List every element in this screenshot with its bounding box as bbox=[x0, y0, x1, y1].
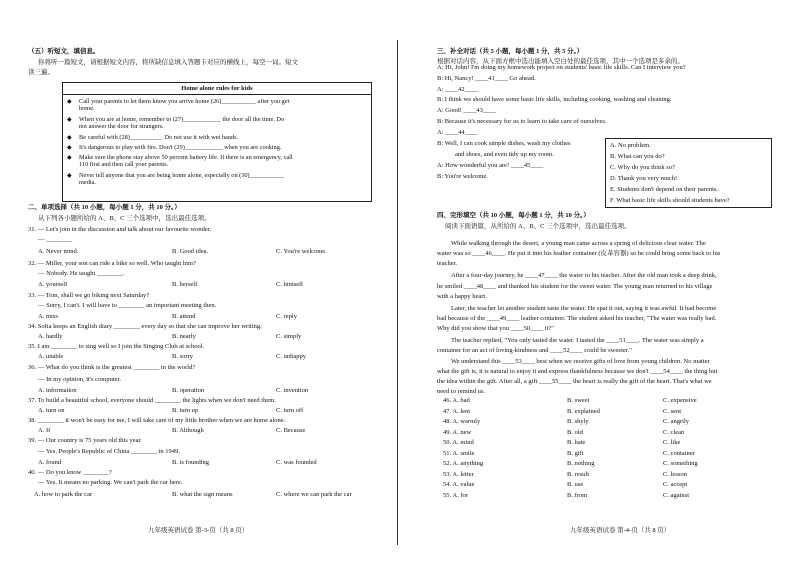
choice-c: C. like bbox=[663, 439, 681, 446]
question-line: A. If bbox=[38, 427, 51, 434]
dialog-line: A: ____42____ bbox=[437, 86, 478, 93]
choice-b: B. explained bbox=[567, 407, 600, 415]
options-box bbox=[605, 138, 772, 208]
choice-c: C. accept bbox=[663, 481, 688, 488]
rule-item bbox=[67, 154, 367, 169]
question-line: — In my opinion, it's computer. bbox=[38, 376, 121, 383]
choice-b: B. gift bbox=[567, 449, 584, 457]
passage-line: water was so ____46____. He put it into his leather container (皮革容器) so he could bring some back to his bbox=[437, 250, 721, 257]
bullet-icon: ◆ bbox=[67, 116, 72, 123]
question-line: B. is founding bbox=[172, 459, 210, 466]
passage-line: After a four-day journey, he ____47____ the water to his teacher. After the old man took a deep drink, bbox=[451, 272, 717, 279]
question-line: A. yourself bbox=[38, 281, 68, 288]
question-line: 34. Sofia keeps an English diary ________ every day so that she can improve her writing. bbox=[28, 323, 262, 330]
question-line: C. Because bbox=[276, 427, 306, 434]
choice-a: 55. A. for bbox=[443, 491, 468, 499]
section-4-instruction: 阅读下面语篇，从所给的 A、B、C 三个选项中，选出最佳选项。 bbox=[445, 223, 631, 230]
section-2-instruction: 从下列各小题所给的 A、B、C 三个选项中，选出最佳选项。 bbox=[38, 215, 211, 222]
question-line: — Sorry, I can't. I will have to ________ an important meeting then. bbox=[38, 302, 217, 309]
choice-b: B. use bbox=[567, 481, 584, 488]
question-line: C. where we can park the car bbox=[276, 491, 352, 498]
choice-c: C. clean bbox=[663, 428, 685, 436]
question-line: B. Good idea. bbox=[172, 248, 209, 255]
passage-line: need to remind us. bbox=[437, 388, 486, 395]
passage-line: what the gift is, it is natural to enjoy it and express thankfulness because we don't ____54____ the thing but bbox=[437, 368, 718, 375]
option-item: E. Students don't depend on their parents. bbox=[610, 186, 719, 193]
option-item: C. Why do you think so? bbox=[610, 164, 675, 171]
question-line: C. unhappy bbox=[276, 353, 306, 360]
dialog-line: A: Good! ____43____ bbox=[437, 107, 496, 114]
dialog-line: B: Because it's necessary for us to learn to take care of ourselves. bbox=[437, 118, 607, 125]
question-line: B. operation bbox=[172, 387, 205, 394]
page-footer-right: 九年级英语试卷 第-4-页（共 8 页） bbox=[570, 527, 671, 534]
choice-a: 47. A. lent bbox=[443, 407, 471, 415]
question-line: A. how to park the car bbox=[34, 491, 93, 498]
dialog-line: A: ____44____ bbox=[437, 129, 478, 136]
passage-line: bad because of the ____49____ leather container. The student asked his teacher, "The water was really bad. bbox=[437, 315, 717, 322]
question-line: A. information bbox=[38, 387, 77, 394]
choice-a: 46. A. bad bbox=[443, 397, 470, 404]
rule-text: media. bbox=[79, 179, 96, 187]
passage-line: Later, the teacher let another student taste the water. He spat it out, saying it was awful. It had become bbox=[451, 305, 717, 312]
bullet-icon: ◆ bbox=[67, 172, 72, 179]
choice-b: B. result bbox=[567, 470, 590, 478]
question-line: A. found bbox=[38, 459, 62, 466]
question-line: — Yes. People's Republic of China ________ in 1949. bbox=[38, 448, 180, 455]
question-line: C. was founded bbox=[276, 459, 317, 466]
question-line: — ________ bbox=[38, 236, 73, 243]
bullet-icon: ◆ bbox=[67, 154, 72, 161]
question-line: 32. — Miller, your son can ride a bike so well. Who taught him? bbox=[28, 260, 196, 267]
rule-text: When you are at home, remember to (27)____________ the door all the time. Do bbox=[79, 116, 285, 124]
passage-line: he smiled ____48____ and thanked his student for the sweet water. The young man returned to his village bbox=[437, 283, 713, 290]
choice-b: B. from bbox=[567, 491, 588, 499]
passage-line: We understand this ____53____ best when we receive gifts of love from young children. No matter bbox=[451, 358, 710, 365]
question-line: 40. — Do you know ________? bbox=[28, 469, 112, 476]
rule-text: not answer the door for strangers. bbox=[79, 123, 164, 131]
rules-header: Home alone rules for kids bbox=[63, 83, 371, 95]
question-line: A. turn on bbox=[38, 407, 65, 414]
question-line: 39. — Our country is 75 years old this year. bbox=[28, 437, 142, 444]
section-2-title: 二、单项选择（共 10 小题，每小题 1 分，共 10 分。） bbox=[28, 204, 181, 211]
question-line: B. attend bbox=[172, 313, 196, 320]
passage-line: Why did you show that you ____50____ it?" bbox=[437, 325, 554, 332]
dialog-line: B: You're welcome. bbox=[437, 173, 489, 180]
option-item: B. What can you do? bbox=[610, 153, 665, 160]
question-line: C. reply bbox=[276, 313, 297, 320]
choice-a: 49. A. new bbox=[443, 428, 472, 436]
question-line: C. simply bbox=[276, 333, 302, 340]
section-5-instruction: 你将听一篇短文，请根据短文内容，将所缺信息填入答题卡对应的横线上，每空一词。短文 bbox=[38, 59, 298, 66]
rule-text: Be careful with (28)__________. Do not use it with wet hands. bbox=[79, 134, 239, 142]
passage-line: While walking through the desert, a young man came across a spring of delicious clear water. The bbox=[451, 240, 706, 247]
section-4-title: 四、完形填空（共 10 小题，每小题 1 分，共 10 分。） bbox=[437, 212, 590, 219]
question-line: A. Never mind. bbox=[38, 248, 79, 255]
question-line: — Nobody. He taught ________. bbox=[38, 270, 125, 277]
choice-c: C. sent bbox=[663, 407, 682, 415]
choice-b: B. hate bbox=[567, 439, 586, 446]
question-line: 33. — Tom, shall we go biking next Saturday? bbox=[28, 292, 150, 299]
passage-line: with a happy heart. bbox=[437, 293, 487, 300]
rule-item bbox=[67, 116, 367, 131]
section-3-title: 三、补全对话（共 5 小题，每小题 1 分，共 5 分。） bbox=[437, 48, 584, 55]
choice-c: C. something bbox=[663, 460, 698, 467]
choice-c: C. against bbox=[663, 491, 689, 499]
question-line: C. turn off bbox=[276, 407, 304, 414]
choice-a: 50. A. mind bbox=[443, 439, 474, 446]
rule-item bbox=[67, 98, 367, 113]
dialog-line: A: How wonderful you are! ____45____ bbox=[437, 162, 544, 169]
rule-text: 110 first and then call your parents. bbox=[79, 161, 169, 169]
rule-item bbox=[67, 134, 367, 141]
question-line: 31. — Let's join in the discussion and talk about our favourite wonder. bbox=[28, 226, 212, 233]
question-line: B. turn up bbox=[172, 407, 199, 414]
dialog-line: B: Hi, Nancy! ____41____ Go ahead. bbox=[437, 75, 536, 82]
choice-b: B. sweet bbox=[567, 397, 590, 404]
dialog-line: and shoes, and even tidy up my room. bbox=[455, 151, 554, 158]
choice-c: C. container bbox=[663, 449, 695, 457]
passage-line: container for an act of loving-kindness and ____52____ could be sweeter." bbox=[437, 347, 632, 354]
page-divider bbox=[397, 40, 398, 545]
passage-line: The teacher replied, "You only tasted the water. I tasted the ____51____. The water was simply a bbox=[451, 337, 704, 344]
option-item: A. No problem. bbox=[610, 142, 651, 149]
choice-b: B. shyly bbox=[567, 418, 589, 425]
passage-line: teacher. bbox=[437, 260, 458, 267]
question-line: B. Although bbox=[172, 427, 204, 434]
rules-box bbox=[62, 82, 372, 202]
passage-line: the idea within the gift. After all, a gift ____55____ the heart is really the gift of the heart. That's what we bbox=[437, 378, 712, 385]
rule-text: Make sure the phone stay above 50 percent battery life. If there is an emergency, call bbox=[79, 154, 293, 162]
dialog-line: B: Well, I can cook simple dishes, wash my clothes bbox=[437, 140, 571, 147]
choice-b: B. nothing bbox=[567, 460, 595, 467]
question-line: B. what the sign means bbox=[172, 491, 233, 498]
choice-a: 52. A. anything bbox=[443, 460, 484, 467]
page-footer-left: 九年级英语试卷 第-3-页（共 8 页） bbox=[148, 527, 249, 534]
question-line: 36. — What do you think is the greatest ________ in the world? bbox=[28, 364, 196, 371]
question-line: B. herself bbox=[172, 281, 198, 288]
question-line: C. invention bbox=[276, 387, 309, 394]
question-line: B. sorry bbox=[172, 353, 193, 360]
question-line: C. You're welcome. bbox=[276, 248, 327, 255]
rule-text: Never tell anyone that you are being home alone, especially on (30)___________ bbox=[79, 172, 285, 180]
section-3-instruction: 根据对话内容，从下面方框中选出能填入空白处的最佳选项，其中一个选项是多余的。 bbox=[437, 58, 684, 65]
choice-a: 51. A. smile bbox=[443, 449, 475, 457]
choice-c: C. expensive bbox=[663, 397, 697, 404]
question-line: B. nearly bbox=[172, 333, 196, 340]
question-line: A. unable bbox=[38, 353, 64, 360]
choice-c: C. angrily bbox=[663, 418, 689, 425]
choice-a: 53. A. letter bbox=[443, 470, 474, 478]
question-line: 35. I am ________ to sing well so I join the Singing Club at school. bbox=[28, 343, 205, 350]
option-item: D. Thank you very much! bbox=[610, 175, 678, 182]
choice-c: C. lesson bbox=[663, 470, 687, 478]
rule-item bbox=[67, 144, 367, 151]
rule-text: It's dangerous to play with fire. Don't (29)____________ when you are cooking. bbox=[79, 144, 282, 152]
option-item: F. What basic life skills should students have? bbox=[610, 197, 730, 204]
question-line: A. hardly bbox=[38, 333, 63, 340]
dialog-line: A: Hi, John! I'm doing my homework project on students' basic life skills. Can I interview you? bbox=[437, 64, 686, 71]
rule-item bbox=[67, 172, 367, 187]
question-line: 37. To build a beautiful school, everyone should ________ the lights when we don't need them. bbox=[28, 397, 276, 404]
bullet-icon: ◆ bbox=[67, 98, 72, 105]
question-line: C. himself bbox=[276, 281, 304, 288]
choice-b: B. old bbox=[567, 428, 583, 436]
bullet-icon: ◆ bbox=[67, 144, 72, 151]
section-5-title: （五）听短文，填信息。 bbox=[28, 48, 100, 55]
question-line: 38. ________ it won't be easy for me, I will take care of my little brother when we are home alone. bbox=[28, 417, 286, 424]
rule-text: Call your parents to let them know you arrive home (26)___________ after you get bbox=[79, 98, 290, 106]
choice-a: 54. A. value bbox=[443, 481, 475, 488]
choice-a: 48. A. warmly bbox=[443, 418, 481, 425]
rule-text: home. bbox=[79, 105, 95, 113]
bullet-icon: ◆ bbox=[67, 134, 72, 141]
dialog-line: B: I think we should have some basic life skills, including cooking, washing and cleaning. bbox=[437, 96, 672, 103]
section-5-instruction-cont: 读三遍。 bbox=[28, 69, 54, 76]
question-line: A. miss bbox=[38, 313, 58, 320]
question-line: — Yes. It means no parking. We can't park the car here. bbox=[38, 479, 183, 486]
